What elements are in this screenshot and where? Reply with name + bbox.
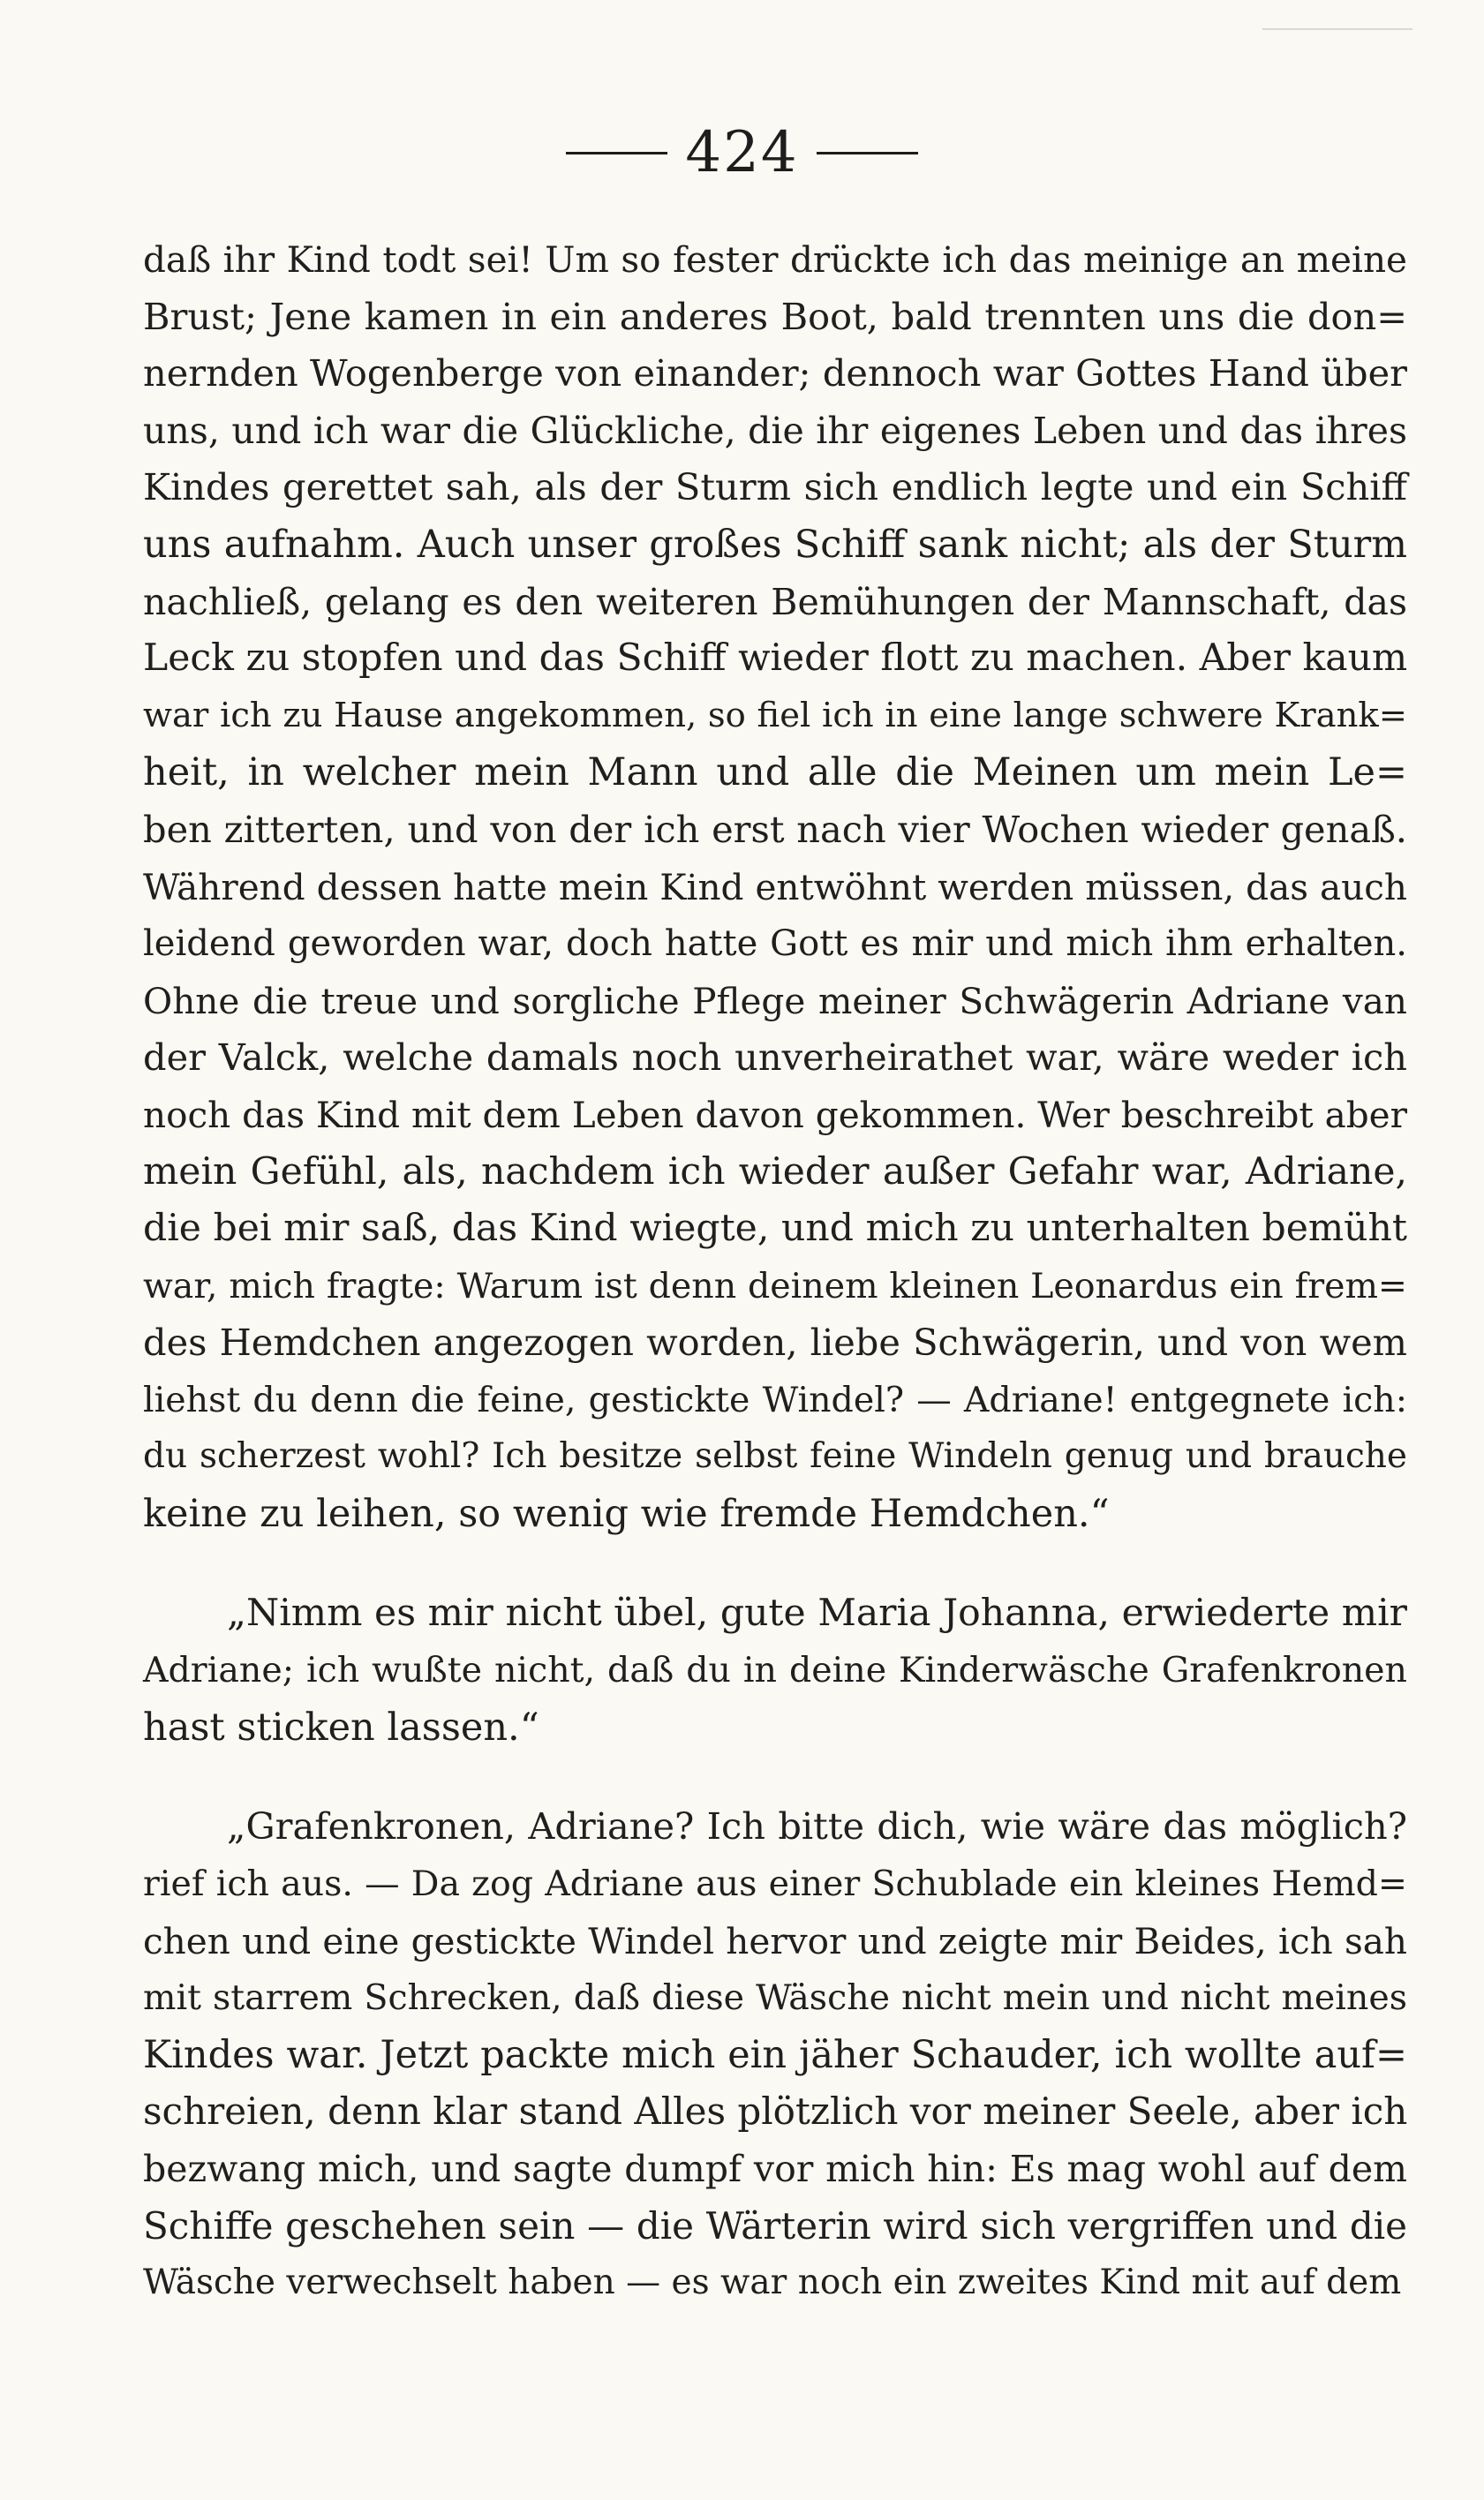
text-line: nachließ, gelang es den weiteren Bemühungen der Mannschaft, das <box>143 580 1407 623</box>
text-line: war ich zu Hause angekommen, so fiel ich in eine lange schwere Krank= <box>143 695 1407 735</box>
text-line: daß ihr Kind todt sei! Um so fester drückte ich das meinige an meine <box>143 238 1407 281</box>
text-line: Wäsche verwechselt haben — es war noch ein zweites Kind mit auf dem <box>143 2263 1402 2303</box>
text-line: bezwang mich, und sagte dumpf vor mich hin: Es mag wohl auf dem <box>143 2148 1407 2190</box>
text-line: „Nimm es mir nicht übel, gute Maria Johanna, erwiederte mir <box>227 1591 1407 1635</box>
text-line: hast sticken lassen.“ <box>143 1705 539 1750</box>
text-line: uns, und ich war die Glückliche, die ihr eigenes Leben und das ihres <box>143 409 1407 452</box>
text-line: mein Gefühl, als, nachdem ich wieder außer Gefahr war, Adriane, <box>143 1149 1407 1194</box>
text-line: Ohne die treue und sorgliche Pflege meiner Schwägerin Adriane van <box>143 979 1407 1022</box>
text-line: Kindes gerettet sah, als der Sturm sich endlich legte und ein Schiff <box>143 465 1407 509</box>
text-line: Kindes war. Jetzt packte mich ein jäher Schauder, ich wollte auf= <box>143 2032 1407 2077</box>
paper-mark <box>1262 28 1412 42</box>
text-line: leidend geworden war, doch hatte Gott es mir und mich ihm erhalten. <box>143 923 1407 965</box>
text-line: chen und eine gestickte Windel hervor und zeigte mir Beides, ich sah <box>143 1919 1407 1962</box>
text-line: schreien, denn klar stand Alles plötzlich vor meiner Seele, aber ich <box>143 2090 1408 2134</box>
text-line: keine zu leihen, so wenig wie fremde Hemdchen.“ <box>143 1492 1110 1537</box>
text-line: uns aufnahm. Auch unser großes Schiff sank nicht; als der Sturm <box>143 522 1407 567</box>
paragraph <box>143 1798 1407 2311</box>
text-line: du scherzest wohl? Ich besitze selbst feine Windeln genug und brauche <box>143 1436 1407 1477</box>
page-header <box>0 113 1484 192</box>
text-line: ben zitterten, und von der ich erst nach vier Wochen wieder genaß. <box>143 807 1407 851</box>
text-line: noch das Kind mit dem Leben davon gekommen. Wer beschreibt aber <box>143 1093 1407 1136</box>
paragraph <box>143 231 1407 1543</box>
text-line: heit, in welcher mein Mann und alle die Meinen um mein Le= <box>143 750 1407 795</box>
text-line: des Hemdchen angezogen worden, liebe Schwägerin, und von wem <box>143 1321 1407 1365</box>
text-line: mit starrem Schrecken, daß diese Wäsche nicht mein und nicht meines <box>143 1977 1407 2019</box>
page-number: 424 <box>685 120 799 185</box>
paragraph <box>143 1585 1407 1757</box>
header-rule-left <box>566 152 667 154</box>
text-line: war, mich fragte: Warum ist denn deinem kleinen Leonardus ein frem= <box>143 1265 1407 1306</box>
text-line: „Grafenkronen, Adriane? Ich bitte dich, wie wäre das möglich? <box>227 1804 1407 1849</box>
text-line: Schiffe geschehen sein — die Wärterin wird sich vergriffen und die <box>143 2203 1407 2248</box>
header-rule-right <box>817 152 918 154</box>
text-line: die bei mir saß, das Kind wiegte, und mich zu unterhalten bemüht <box>143 1207 1407 1251</box>
text-line: Adriane; ich wußte nicht, daß du in deine Kinderwäsche Grafenkronen <box>143 1650 1407 1691</box>
body-text <box>143 231 1407 2312</box>
text-line: der Valck, welche damals noch unverheirathet war, wäre weder ich <box>143 1035 1407 1080</box>
text-line: Leck zu stopfen und das Schiff wieder flott zu machen. Aber kaum <box>143 636 1408 681</box>
text-line: Brust; Jene kamen in ein anderes Boot, bald trennten uns die don= <box>143 294 1407 338</box>
text-line: rief ich aus. — Da zog Adriane aus einer Schublade ein kleines Hemd= <box>143 1864 1407 1905</box>
text-line: nernden Wogenberge von einander; dennoch war Gottes Hand über <box>143 351 1407 395</box>
text-line: liehst du denn die feine, gestickte Windel? — Adriane! entgegnete ich: <box>143 1379 1407 1420</box>
text-line: Während dessen hatte mein Kind entwöhnt werden müssen, das auch <box>143 865 1407 908</box>
